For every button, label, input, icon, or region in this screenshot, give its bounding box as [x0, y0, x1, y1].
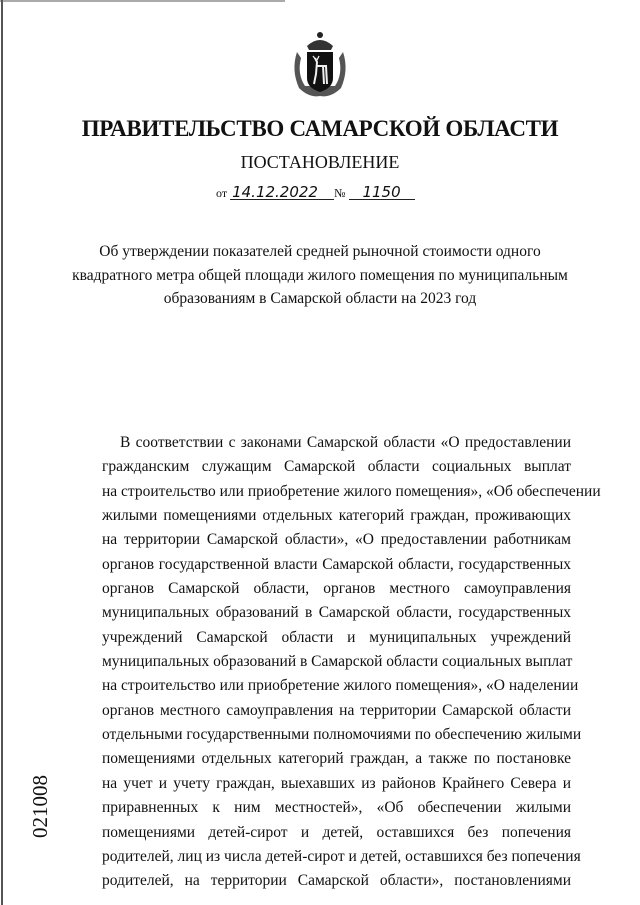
body-line: на учет и учету граждан, выехавших из районов Крайнего Севера и — [102, 774, 571, 792]
scan-edge-line — [0, 0, 285, 2]
body-line: гражданским служащим Самарской области социальных выплат — [102, 458, 571, 476]
document-body — [102, 431, 601, 894]
body-line: органов государственной власти Самарской области, государственных — [102, 555, 571, 573]
document-type: ПОСТАНОВЛЕНИЕ — [240, 152, 400, 172]
date-value: 14.12.2022 — [230, 185, 334, 200]
organization-heading: ПРАВИТЕЛЬСТВО САМАРСКОЙ ОБЛАСТИ — [81, 116, 559, 141]
body-line: родителей, на территории Самарской области», постановлениями — [102, 872, 571, 890]
document-number: 1150 — [349, 185, 415, 200]
body-line: жилыми помещениями отдельных категорий граждан, проживающих — [102, 507, 571, 525]
body-line: муниципальных образований в Самарской области социальных выплат — [102, 653, 573, 671]
date-prefix: от — [216, 186, 228, 200]
body-line: на территории Самарской области», «О предоставлении работникам — [102, 531, 571, 549]
body-line: на строительство или приобретение жилого помещения», «Об обеспечении — [102, 482, 601, 500]
body-line: органов Самарской области, органов местного самоуправления — [102, 580, 571, 598]
body-line: на строительство или приобретение жилого помещения», «О наделении — [102, 677, 579, 695]
document-title — [60, 240, 580, 311]
serial-stamp: 021008 — [28, 775, 52, 838]
number-prefix: № — [334, 186, 346, 200]
title-line: образованиям в Самарской области на 2023 год — [163, 290, 477, 307]
title-line: квадратного метра общей площади жилого помещения по муниципальным — [72, 266, 568, 284]
date-line — [216, 185, 415, 201]
title-line: Об утверждении показателей средней рыночной стоимости одного — [99, 243, 541, 260]
body-line: учреждений Самарской области и муниципальных учреждений — [102, 628, 571, 646]
body-line: помещениями детей-сирот и детей, оставшихся без попечения — [102, 823, 571, 841]
body-line: родителей, лиц из числа детей-сирот и детей, оставшихся без попечения — [102, 847, 581, 865]
body-line: органов местного самоуправления на территории Самарской области — [102, 701, 571, 719]
coat-of-arms-icon — [289, 30, 351, 100]
body-line: В соответствии с законами Самарской области «О предоставлении — [120, 434, 571, 451]
body-line: муниципальных образований в Самарской области, государственных — [102, 604, 571, 622]
body-line: приравненных к ним местностей», «Об обеспечении жилыми — [102, 799, 571, 817]
body-line: отдельными государственными полномочиями по обеспечению жилыми — [102, 726, 582, 744]
body-line: помещениями отдельных категорий граждан, а также по постановке — [102, 750, 571, 768]
